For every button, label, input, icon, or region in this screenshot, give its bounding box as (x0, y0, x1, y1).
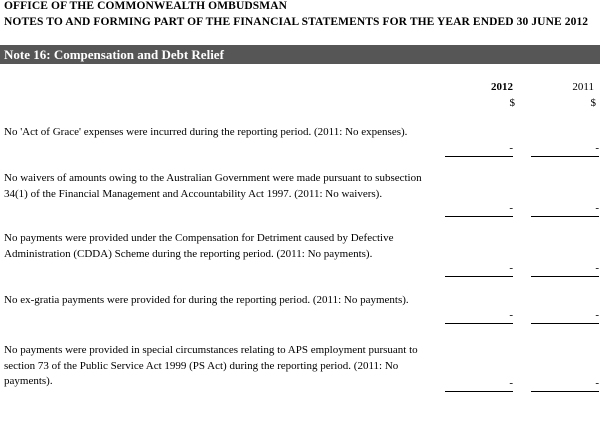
item-ex-gratia: No ex-gratia payments were provided for during the reporting period. (2011: No payments). (4, 294, 409, 306)
value-waivers-2012: - (445, 202, 513, 217)
column-unit-2012: $ (509, 97, 515, 109)
note-title-bar: Note 16: Compensation and Debt Relief (0, 45, 600, 64)
statement-subtitle: NOTES TO AND FORMING PART OF THE FINANCIAL STATEMENTS FOR THE YEAR ENDED 30 JUNE 2012 (4, 16, 589, 28)
value-ex-gratia-2012: - (445, 309, 513, 324)
value-special-2012: - (445, 377, 513, 392)
organisation-heading: OFFICE OF THE COMMONWEALTH OMBUDSMAN (4, 0, 288, 12)
item-cdda-scheme: No payments were provided under the Compensation for Detriment caused by Defective Administration (CDDA) Scheme during the reporting period. (2011: No payments). (4, 232, 394, 260)
item-special-circumstances: No payments were provided in special circumstances relating to APS employment pursuant to section 73 of the Public Service Act 1999 (PS Act) during the reporting period. (2011: No payments). (4, 344, 418, 387)
value-act-of-grace-2011: - (531, 142, 599, 157)
column-year-2012: 2012 (491, 81, 513, 93)
value-cdda-2012: - (445, 262, 513, 277)
column-year-2011: 2011 (572, 81, 594, 93)
value-act-of-grace-2012: - (445, 142, 513, 157)
column-unit-2011: $ (590, 97, 596, 109)
item-waivers: No waivers of amounts owing to the Australian Government were made pursuant to subsection 34(1) of the Financial Management and Accountability Act 1997. (2011: No waivers). (4, 172, 422, 200)
item-act-of-grace: No 'Act of Grace' expenses were incurred during the reporting period. (2011: No expenses). (4, 126, 408, 138)
value-cdda-2011: - (531, 262, 599, 277)
value-waivers-2011: - (531, 202, 599, 217)
value-special-2011: - (531, 377, 599, 392)
value-ex-gratia-2011: - (531, 309, 599, 324)
